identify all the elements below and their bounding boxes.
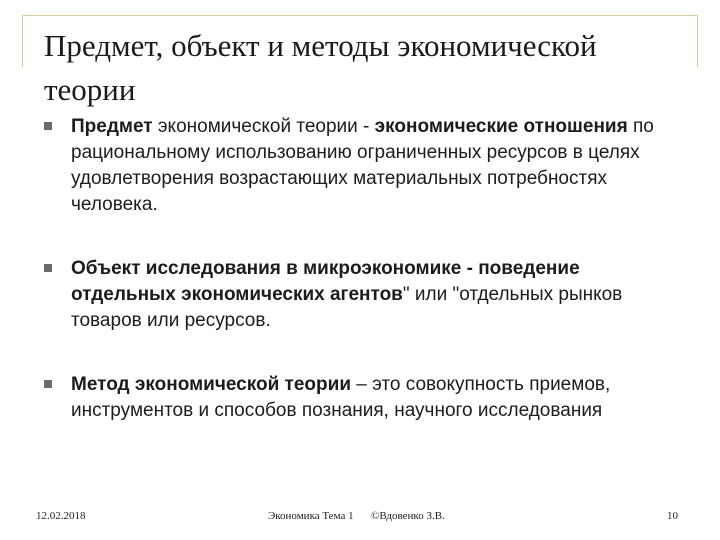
text-segment: по рациональному использованию ограниченных ресурсов в целях удовлетворения возрастающих материальных потребностях человека. [71, 116, 654, 215]
bullet-text [71, 256, 686, 334]
text-segment: – это совокупность приемов, инструментов и способов познания, научного исследования [71, 374, 611, 421]
footer-course: Экономика Тема 1 [268, 510, 354, 522]
bold-term: Метод экономической теории [71, 374, 351, 395]
title-frame-top-line [22, 15, 698, 16]
footer-date: 12.02.2018 [36, 510, 86, 522]
bold-term: Объект исследования в микроэкономике - поведение отдельных экономических агентов [71, 258, 580, 305]
footer-author: ©Вдовенко З.В. [371, 510, 445, 522]
text-segment: экономической теории - [152, 116, 375, 137]
slide-title: Предмет, объект и методы экономической теории [44, 28, 597, 107]
bold-term: экономические отношения [374, 116, 628, 137]
title-frame-left-line [22, 15, 23, 67]
square-bullet-icon [44, 380, 52, 388]
footer-page-number: 10 [667, 510, 678, 522]
text-segment: " или "отдельных рынков товаров или ресурсов. [71, 284, 623, 331]
square-bullet-icon [44, 122, 52, 130]
bullet-text [71, 114, 686, 218]
bullet-text [71, 372, 686, 424]
title-frame-right-line [697, 15, 698, 67]
square-bullet-icon [44, 264, 52, 272]
bold-term: Предмет [71, 116, 153, 137]
